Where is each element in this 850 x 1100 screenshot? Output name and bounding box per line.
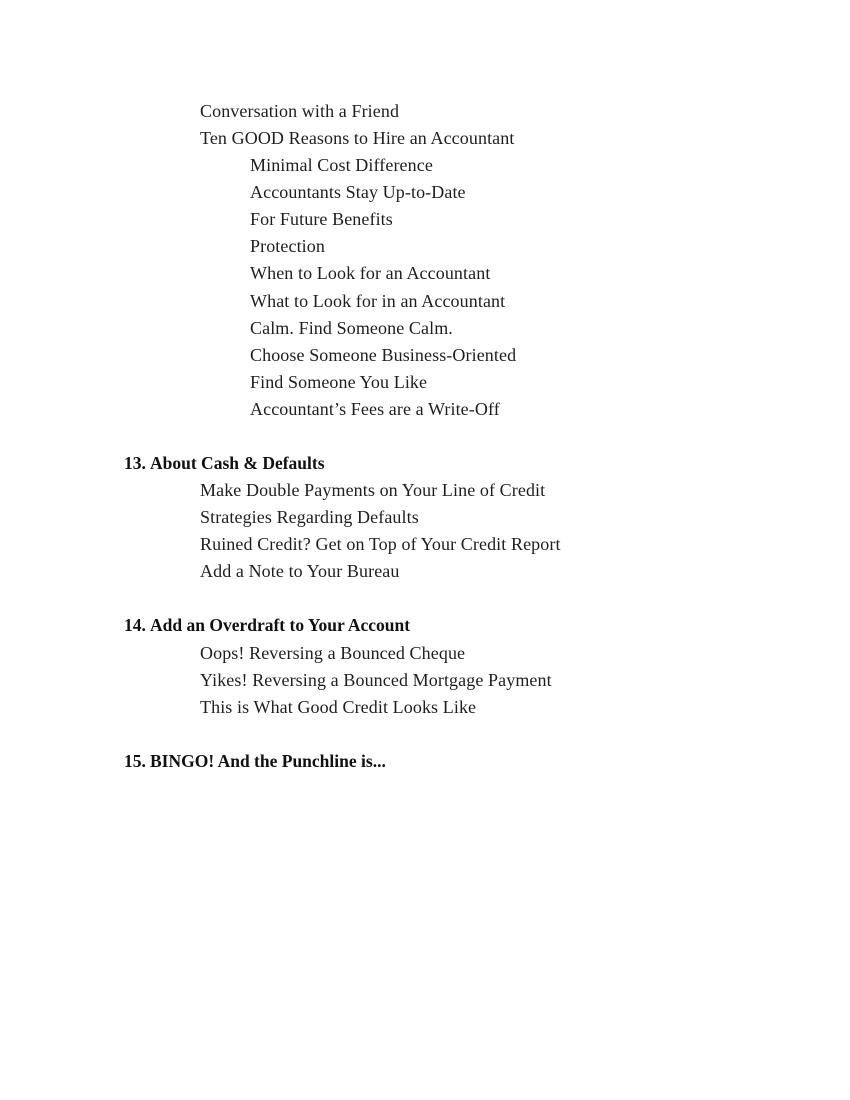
- toc-subsubitem: When to Look for an Accountant: [250, 263, 491, 283]
- toc-subitem: Oops! Reversing a Bounced Cheque: [200, 643, 466, 663]
- chapter-number: 15.: [124, 751, 146, 771]
- toc-subsubitem: Choose Someone Business-Oriented: [250, 345, 517, 365]
- toc-subsubitem: Calm. Find Someone Calm.: [250, 318, 453, 338]
- chapter-heading-14: [124, 614, 410, 636]
- chapter-title: About Cash & Defaults: [150, 453, 325, 473]
- toc-subitem: Conversation with a Friend: [200, 101, 400, 121]
- chapter-title: BINGO! And the Punchline is...: [150, 751, 386, 771]
- toc-subitem: This is What Good Credit Looks Like: [200, 697, 477, 717]
- toc-subsubitem: Find Someone You Like: [250, 372, 428, 392]
- chapter-title: Add an Overdraft to Your Account: [150, 615, 411, 635]
- toc-subsubitem: What to Look for in an Accountant: [250, 291, 506, 311]
- toc-subitem: Ruined Credit? Get on Top of Your Credit Report: [200, 534, 561, 554]
- toc-subitem: Add a Note to Your Bureau: [200, 561, 400, 581]
- toc-subsubitem: Accountants Stay Up-to-Date: [250, 182, 466, 202]
- chapter-number: 14.: [124, 615, 146, 635]
- chapter-heading-13: [124, 452, 325, 474]
- toc-subsubitem: Minimal Cost Difference: [250, 155, 433, 175]
- chapter-number: 13.: [124, 453, 146, 473]
- toc-subitem: Make Double Payments on Your Line of Credit: [200, 480, 546, 500]
- toc-subsubitem: For Future Benefits: [250, 209, 393, 229]
- toc-subitem: Strategies Regarding Defaults: [200, 507, 419, 527]
- toc-subsubitem: Accountant’s Fees are a Write-Off: [250, 399, 500, 419]
- toc-subitem: Ten GOOD Reasons to Hire an Accountant: [200, 128, 515, 148]
- toc-subsubitem: Protection: [250, 236, 325, 256]
- toc-subitem: Yikes! Reversing a Bounced Mortgage Payment: [200, 670, 552, 690]
- chapter-heading-15: [124, 750, 386, 772]
